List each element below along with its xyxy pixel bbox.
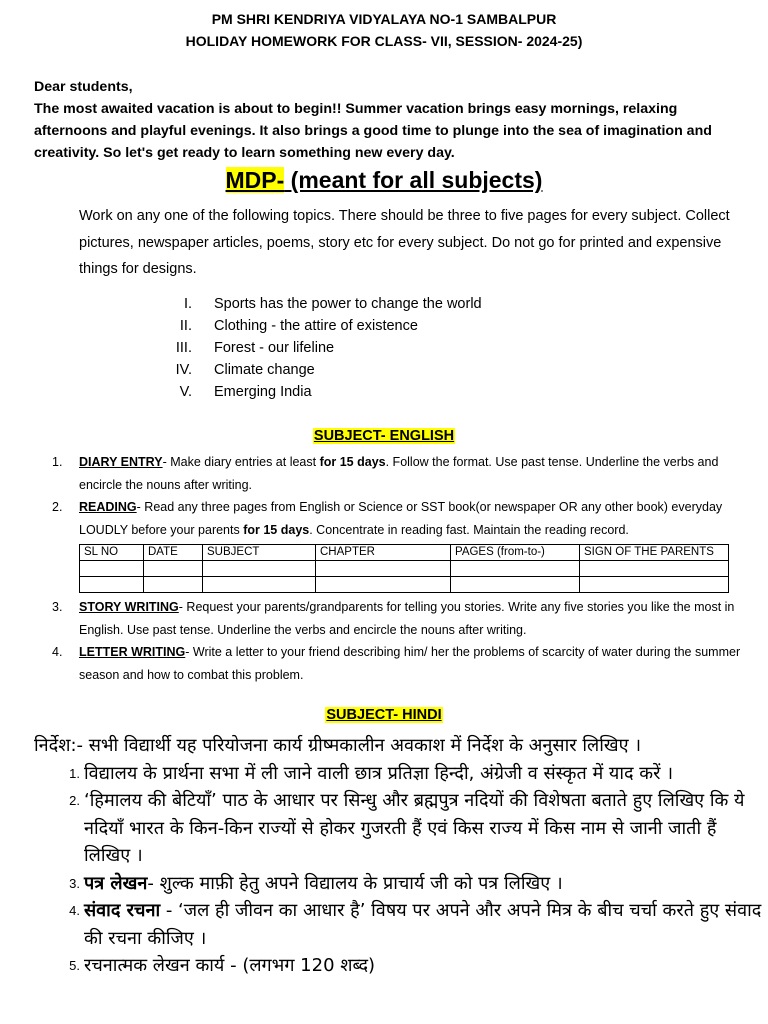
hindi-heading: SUBJECT- HINDI [326, 707, 442, 723]
english-heading: SUBJECT- ENGLISH [313, 428, 455, 444]
table-header: PAGES (from-to-) [451, 545, 580, 561]
list-item: 2. READING- Read any three pages from English or Science or SST book(or newspaper OR any other book) everyday LOUDLY before your parents for 15 days. Concentrate in reading fast. Maintain the reading record. [52, 500, 723, 537]
reading-record-table [79, 544, 729, 593]
list-item: 1. विद्यालय के प्रार्थना सभा में ली जाने वाली छात्र प्रतिज्ञा हिन्दी, अंग्रेजी व संस्कृत में याद करें । [69, 762, 674, 784]
list-item: 4. संवाद रचना - ‘जल ही जीवन का आधार है’ विषय पर अपने और अपने मित्र के बीच चर्चा करते हुए संवाद की रचना कीजिए । [69, 900, 762, 949]
list-item: 3. STORY WRITING- Request your parents/grandparents for telling you stories. Write any five stories you like the most in English. Use past tense. Underline the verbs and encircle the nouns after writing. [52, 600, 735, 637]
list-item: 2. ‘हिमालय की बेटियाँ’ पाठ के आधार पर सिन्धु और ब्रह्मपुत्र नदियों की विशेषता बताते हुए लिखिए कि ये नदियाँ भारत के किन-किन राज्यों से होकर गुजरती हैं एवं किस राज्य में किस नाम से जानी जाती हैं लिखिए । [69, 790, 745, 866]
list-item: II. Clothing - the attire of existence [179, 318, 418, 334]
table-row [80, 577, 729, 593]
salutation: Dear students, [34, 79, 133, 95]
mdp-intro: Work on any one of the following topics. There should be three to five pages for every subject. Collect pictures, newspaper articles, poems, story etc for every subject. Do not go for printed and expensive things for designs. [79, 208, 730, 277]
table-header: CHAPTER [316, 545, 451, 561]
school-name: PM SHRI KENDRIYA VIDYALAYA NO-1 SAMBALPUR [211, 11, 557, 27]
hindi-instruction: निर्देश:- सभी विद्यार्थी यह परियोजना कार्य ग्रीष्मकालीन अवकाश में निर्देश के अनुसार लिखिए । [34, 735, 642, 756]
mdp-heading [0, 167, 768, 194]
list-item: 1. DIARY ENTRY- Make diary entries at least for 15 days. Follow the format. Use past tense. Underline the verbs and encircle the nouns after writing. [52, 455, 719, 492]
table-header: SL NO [80, 545, 144, 561]
greeting-block [34, 76, 744, 164]
list-item: 3. पत्र लेखन- शुल्क माफ़ी हेतु अपने विद्यालय के प्राचार्य जी को पत्र लिखिए । [69, 872, 563, 894]
table-header: SIGN OF THE PARENTS [580, 545, 729, 561]
homework-title: HOLIDAY HOMEWORK FOR CLASS- VII, SESSION- 2024-25) [185, 33, 583, 49]
table-row [80, 561, 729, 577]
table-header: DATE [144, 545, 203, 561]
list-item: III. Forest - our lifeline [175, 340, 335, 356]
list-item: 5. रचनात्मक लेखन कार्य - (लगभग 120 शब्द) [69, 955, 376, 976]
greeting-message: The most awaited vacation is about to begin!! Summer vacation brings easy mornings, relaxing afternoons and playful evenings. It also brings a good time to plunge into the sea of imagination and creativity. So let's get ready to learn something new every day. [34, 101, 712, 161]
mdp-heading-rest: (meant for all subjects) [284, 167, 543, 193]
mdp-topic-list [150, 293, 482, 403]
table-header: SUBJECT [203, 545, 316, 561]
list-item: 4. LETTER WRITING- Write a letter to your friend describing him/ her the problems of scarcity of water during the summer season and how to combat this problem. [52, 645, 741, 682]
list-item: V. Emerging India [179, 384, 312, 400]
hindi-task-list [34, 732, 764, 980]
list-item: I. Sports has the power to change the world [183, 296, 482, 312]
table-header-row [80, 545, 729, 561]
list-item: IV. Climate change [175, 362, 315, 378]
mdp-heading-highlight: MDP- [225, 167, 285, 193]
english-task-list [52, 451, 764, 686]
